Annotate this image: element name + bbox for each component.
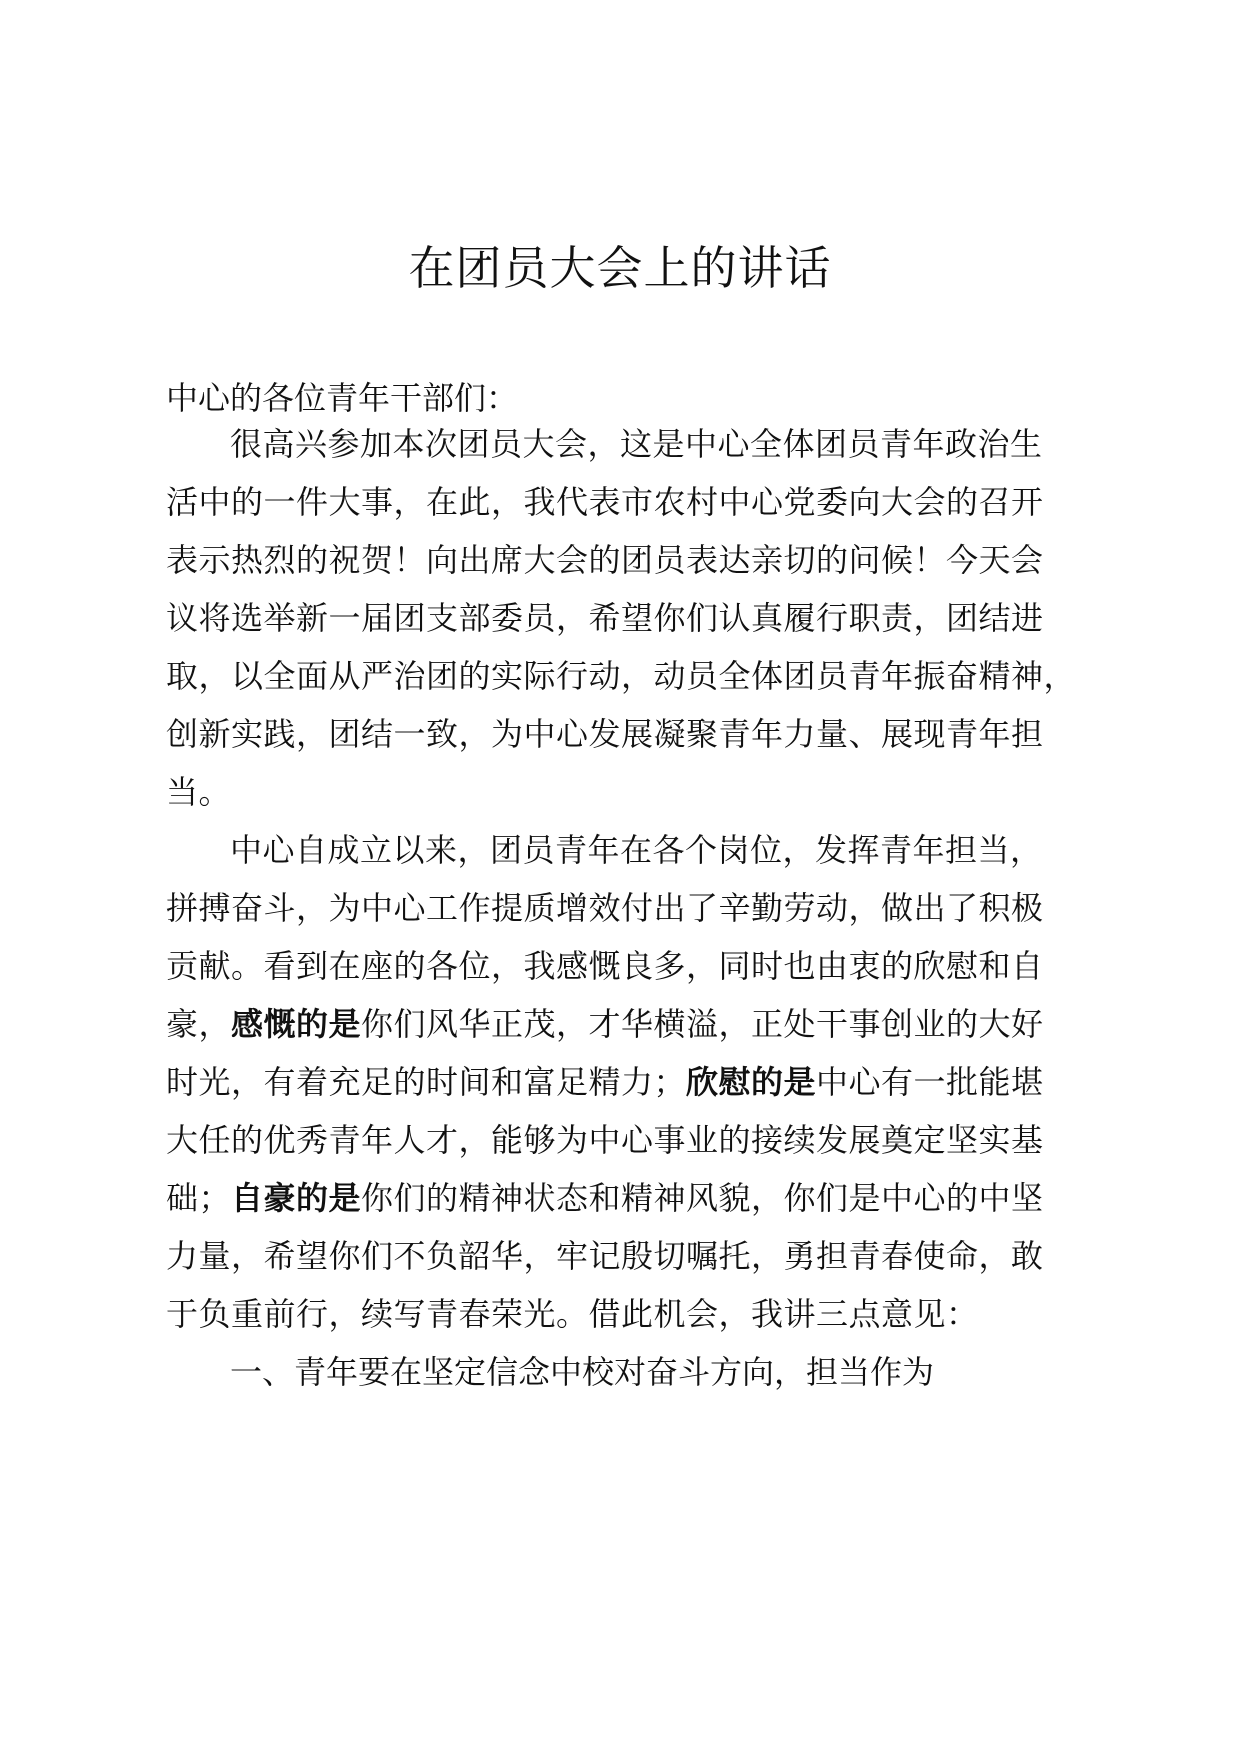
paragraph-2-line-2: 拼搏奋斗，为中心工作提质增效付出了辛勤劳动，做出了积极 <box>166 889 1044 927</box>
text-run: 你们风华正茂，才华横溢，正处干事创业的大好 <box>361 1005 1044 1043</box>
paragraph-2-line-5 <box>166 1056 1044 1108</box>
bold-phrase-xinwei: 欣慰的是 <box>686 1063 817 1101</box>
paragraph-2-line-4 <box>166 998 1044 1050</box>
salutation: 中心的各位青年干部们： <box>166 379 519 417</box>
text-run: 时光，有着充足的时间和富足精力； <box>166 1063 687 1101</box>
paragraph-2-line-7 <box>166 1172 1044 1224</box>
section-1-heading: 一、青年要在坚定信念中校对奋斗方向，担当作为 <box>230 1353 935 1391</box>
text-run: 中心有一批能堪 <box>816 1063 1044 1101</box>
paragraph-1-line-4: 议将选举新一届团支部委员，希望你们认真履行职责，团结进 <box>166 599 1044 637</box>
paragraph-2-line-8: 力量，希望你们不负韶华，牢记殷切嘱托，勇担青春使命，敢 <box>166 1237 1044 1275</box>
document-title: 在团员大会上的讲话 <box>408 241 832 295</box>
paragraph-1-line-1: 很高兴参加本次团员大会，这是中心全体团员青年政治生 <box>230 425 1043 463</box>
bold-phrase-ganai: 感慨的是 <box>231 1005 362 1043</box>
bold-phrase-zihao: 自豪的是 <box>231 1179 362 1217</box>
paragraph-2-line-9: 于负重前行，续写青春荣光。借此机会，我讲三点意见： <box>166 1295 979 1333</box>
paragraph-2-line-3: 贡献。看到在座的各位，我感慨良多，同时也由衷的欣慰和自 <box>166 947 1044 985</box>
paragraph-1-line-6: 创新实践，团结一致，为中心发展凝聚青年力量、展现青年担 <box>166 715 1044 753</box>
paragraph-1-line-7: 当。 <box>166 773 232 811</box>
paragraph-1-line-2: 活中的一件大事，在此，我代表市农村中心党委向大会的召开 <box>166 483 1044 521</box>
paragraph-1-line-5: 取，以全面从严治团的实际行动，动员全体团员青年振奋精神， <box>166 657 1077 695</box>
text-run: 你们的精神状态和精神风貌，你们是中心的中坚 <box>361 1179 1044 1217</box>
text-run: 豪， <box>166 1005 232 1043</box>
paragraph-1-line-3: 表示热烈的祝贺！向出席大会的团员表达亲切的问候！今天会 <box>166 541 1044 579</box>
paragraph-2-line-6: 大任的优秀青年人才，能够为中心事业的接续发展奠定坚实基 <box>166 1121 1044 1159</box>
text-run: 础； <box>166 1179 232 1217</box>
paragraph-2-line-1: 中心自成立以来，团员青年在各个岗位，发挥青年担当， <box>230 831 1043 869</box>
